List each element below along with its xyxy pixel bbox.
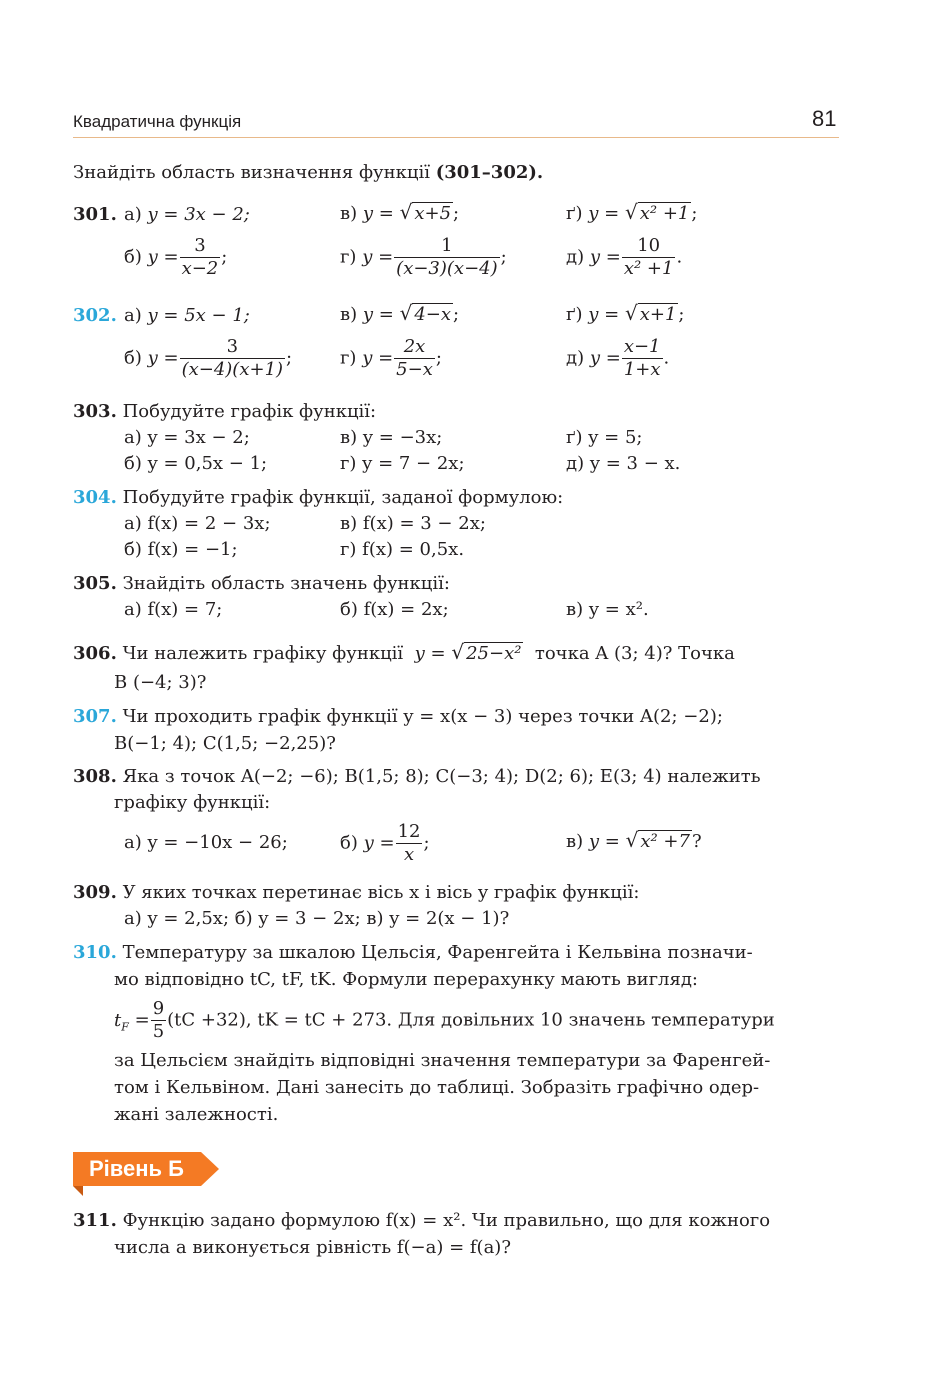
banner-tip: [201, 1152, 219, 1186]
header-rule: [73, 137, 839, 138]
exercise-310-line2: мо відповідно tC, tF, tK. Формули перерахунку мають вигляд:: [114, 969, 698, 990]
ex303-g-soft: ґ) y = 5;: [566, 427, 643, 448]
exercise-308-line2: графіку функції:: [114, 792, 271, 813]
exercise-310-line5: том і Кельвіном. Дані занесіть до таблиці. Зобразіть графічно одер-: [114, 1077, 760, 1098]
ex301-a: а) y = 3x − 2;: [124, 204, 250, 225]
ex303-b: б) y = 0,5x − 1;: [124, 453, 268, 474]
ex304-g: г) f(x) = 0,5x.: [340, 539, 465, 560]
exercise-306-line2: B (−4; 3)?: [114, 672, 207, 693]
exercise-311-line2: числа a виконується рівність f(−a) = f(a)?: [114, 1237, 511, 1258]
ex302-g-soft: ґ) y = √ x+1 ;: [566, 301, 685, 325]
ex301-g: г) y = $\frac{1}{(x-3)(x-4)}$ ;: [340, 235, 507, 279]
exercise-311-line1: 311. Функцію задано формулою f(x) = x². Чи правильно, що для кожного: [73, 1210, 771, 1231]
ex304-b: б) f(x) = −1;: [124, 539, 238, 560]
level-label: Рівень Б: [89, 1156, 184, 1181]
exercise-309-line2: а) y = 2,5x; б) y = 3 − 2x; в) y = 2(x − 1)?: [124, 908, 510, 929]
exercise-305: 305. Знайдіть область значень функції:: [73, 573, 450, 594]
exercise-310-line6: жані залежності.: [114, 1104, 279, 1125]
ex302-d: д) y = $\frac{x-1}{1+x}$ .: [566, 336, 670, 380]
exercise-307-line2: B(−1; 4); C(1,5; −2,25)?: [114, 733, 336, 754]
exercise-302-num: 302.: [73, 305, 117, 326]
ex303-g: г) y = 7 − 2x;: [340, 453, 465, 474]
exercise-301-num: 301.: [73, 204, 117, 225]
ex308-b: б) y = $\frac{12}{x}$ ;: [340, 821, 430, 865]
ex303-d: д) y = 3 − x.: [566, 453, 681, 474]
page-number: 81: [812, 106, 837, 131]
section-intro: Знайдіть область визначення функції (301–302).: [73, 162, 544, 183]
exercise-303: 303. Побудуйте графік функції:: [73, 401, 377, 422]
ex302-v: в) y = √ 4−x ;: [340, 301, 460, 325]
running-header: Квадратична функція: [73, 112, 242, 131]
ex302-b: б) y = $\frac{3}{(x-4)(x+1)}$ ;: [124, 336, 293, 380]
exercise-308-line1: 308. Яка з точок A(−2; −6); B(1,5; 8); C(−3; 4); D(2; 6); E(3; 4) належить: [73, 766, 761, 787]
ex302-g: г) y = $\frac{2x}{5-x}$ ;: [340, 336, 442, 380]
ex308-v: в) y = √ x² +7 ?: [566, 828, 702, 852]
ex301-v: в) y = √ x+5 ;: [340, 200, 460, 224]
ex305-v: в) y = x².: [566, 599, 649, 620]
exercise-310-formula: $t_F$ = $\frac{9}{5}$ (tC +32), tK = tC + 273. Для довільних 10 значень температури: [114, 998, 775, 1042]
exercise-310-line4: за Цельсієм знайдіть відповідні значення температури за Фаренгей-: [114, 1050, 771, 1071]
level-b-banner: [73, 1152, 221, 1186]
ex305-a: а) f(x) = 7;: [124, 599, 223, 620]
exercise-309-line1: 309. У яких точках перетинає вісь x і вісь y графік функції:: [73, 882, 640, 903]
ex302-a: а) y = 5x − 1;: [124, 305, 250, 326]
ex304-a: а) f(x) = 2 − 3x;: [124, 513, 271, 534]
ex303-a: а) y = 3x − 2;: [124, 427, 250, 448]
ex305-b: б) f(x) = 2x;: [340, 599, 449, 620]
exercise-304: 304. Побудуйте графік функції, заданої формулою:: [73, 487, 564, 508]
ex304-v: в) f(x) = 3 − 2x;: [340, 513, 486, 534]
ex301-d: д) y = $\frac{10}{\text{x² +1}}$ .: [566, 235, 683, 279]
ex303-v: в) y = −3x;: [340, 427, 443, 448]
ex301-b: б) y = $\frac{3}{x-2}$ ;: [124, 235, 228, 279]
exercise-310-line1: 310. Температуру за шкалою Цельсія, Фаренгейта і Кельвіна позначи-: [73, 942, 753, 963]
exercise-307-line1: 307. Чи проходить графік функції y = x(x − 3) через точки A(2; −2);: [73, 706, 723, 727]
ex308-a: а) y = −10x − 26;: [124, 832, 288, 853]
banner-fold: [73, 1186, 83, 1196]
exercise-306-line1: 306. Чи належить графіку функції y = √ 25−x² точка A (3; 4)? Точка: [73, 640, 735, 664]
ex301-g-soft: ґ) y = √ x² +1 ;: [566, 200, 698, 224]
